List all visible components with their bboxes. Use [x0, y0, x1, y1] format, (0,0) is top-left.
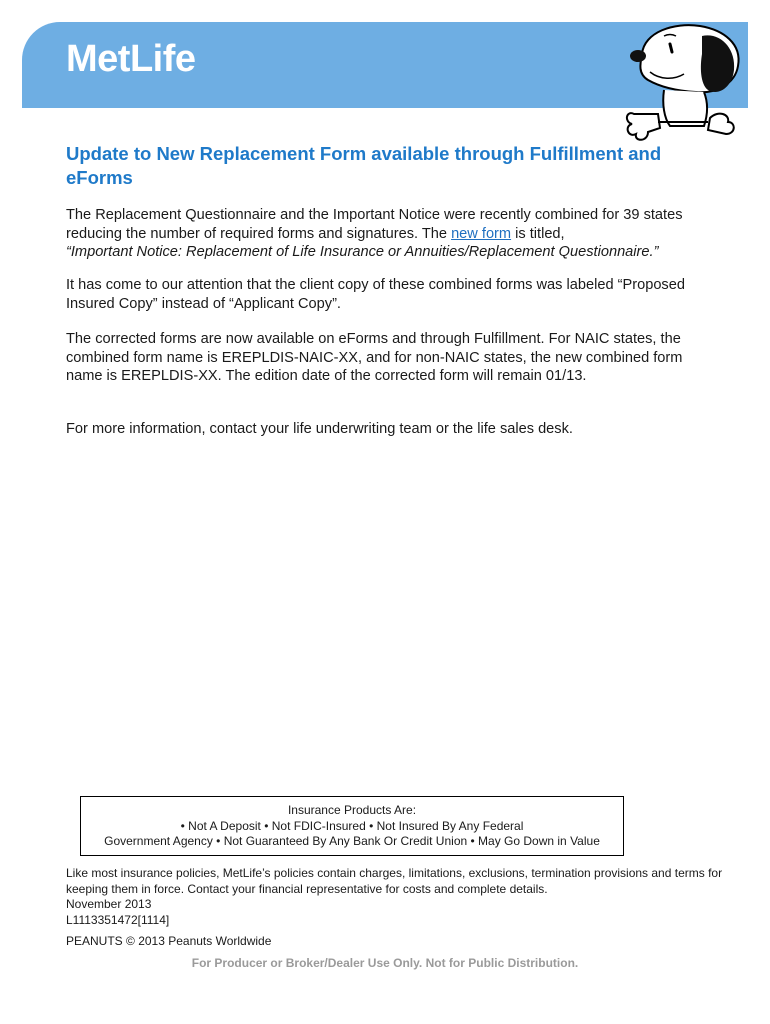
page-title: Update to New Replacement Form available through Fulfillment and eForms: [66, 143, 662, 188]
document-code: L1113351472[1114]: [66, 913, 170, 927]
disclosure-heading: Insurance Products Are:: [287, 803, 417, 817]
paragraph-combined-forms: [66, 206, 706, 262]
disclosure-line: Government Agency • Not Guaranteed By Any Bank Or Credit Union • May Go Down in Value: [104, 834, 600, 848]
paragraph-contact: For more information, contact your life underwriting team or the life sales desk.: [66, 421, 573, 437]
peanuts-copyright: PEANUTS © 2013 Peanuts Worldwide: [66, 934, 272, 948]
paragraph-corrected-forms: The corrected forms are now available on eForms and through Fulfillment. For NAIC states, the combined form name is EREPLDIS-NAIC-XX, and for non-NAIC states, the new combined form name is EREPLDIS-XX. The edition date of the corrected form will remain 01/13.: [66, 331, 683, 384]
distribution-footer: For Producer or Broker/Dealer Use Only. Not for Public Distribution.: [191, 956, 579, 970]
form-title-italic: “Important Notice: Replacement of Life Insurance or Annuities/Replacement Questionnaire.”: [66, 244, 659, 260]
insurance-disclosure-box: [80, 796, 624, 856]
metlife-logo: MetLife: [66, 38, 196, 80]
paragraph-text: The Replacement Questionnaire and the Important Notice were recently combined for 39 states reducing the number of required forms and signatures. The: [66, 207, 683, 242]
policy-disclaimer: Like most insurance policies, MetLife’s policies contain charges, limitations, exclusions, termination provisions and terms for keeping them in force. Contact your financial representative for costs and complete details.: [66, 866, 723, 896]
publication-date: November 2013: [66, 897, 152, 911]
disclosure-line: • Not A Deposit • Not FDIC-Insured • Not Insured By Any Federal: [180, 818, 524, 833]
paragraph-text: is titled,: [511, 225, 565, 242]
paragraph-client-copy: It has come to our attention that the client copy of these combined forms was labeled “Proposed Insured Copy” instead of “Applicant Copy”.: [66, 277, 685, 312]
snoopy-mascot-icon: [604, 14, 754, 144]
new-form-link[interactable]: new form: [451, 225, 512, 242]
